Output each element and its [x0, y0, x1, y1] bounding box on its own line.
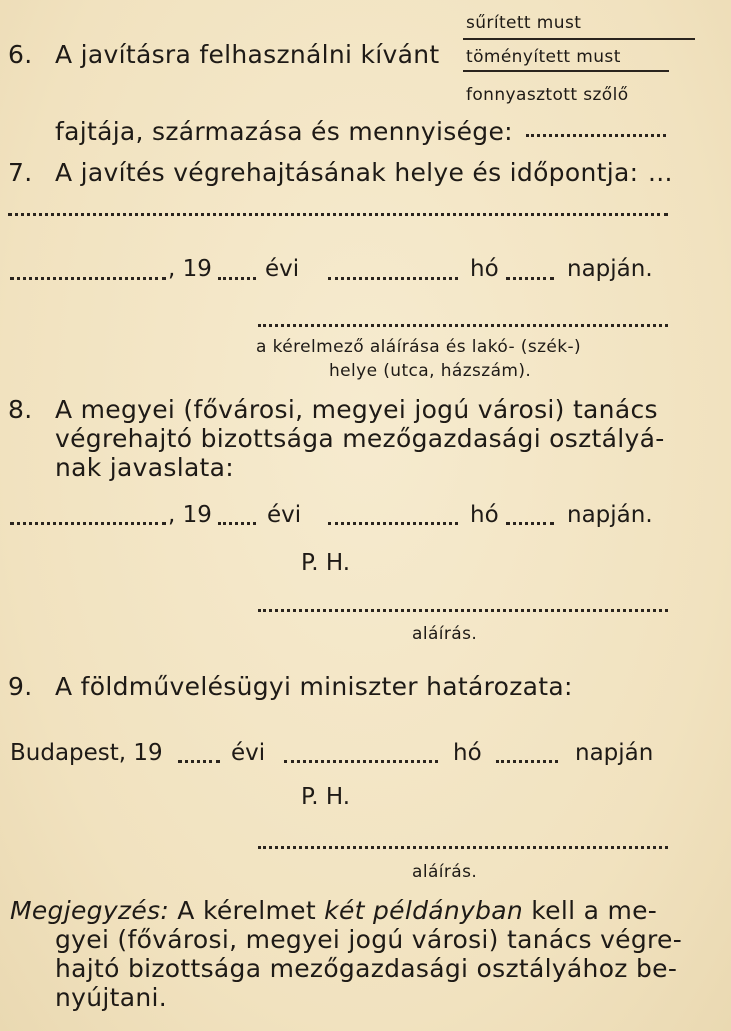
item6-continuation: fajtája, származása és mennyisége:: [55, 117, 513, 146]
item7-dots-tail: ...: [648, 158, 673, 187]
item9-signature-caption: aláírás.: [412, 862, 478, 882]
item9-signature-line: [258, 846, 668, 849]
option-rule-2: [463, 70, 669, 72]
item8-line1: A megyei (fővárosi, megyei jogú városi) tanács: [55, 395, 658, 424]
item7-month-line: [328, 277, 458, 280]
item8-ho: hó: [470, 502, 499, 528]
item7-ho: hó: [470, 256, 499, 282]
note-line2: gyei (fővárosi, megyei jogú városi) tanács végre-: [55, 925, 683, 954]
item7-signature-line: [258, 324, 668, 327]
item7-sig-caption-2: helye (utca, házszám).: [329, 361, 532, 381]
item8-signature-caption: aláírás.: [412, 624, 478, 644]
item7-fill-line-full: [8, 213, 668, 216]
item7-comma-19: , 19: [168, 256, 212, 282]
item9-number: 9.: [8, 672, 33, 701]
item8-year-line: [218, 522, 256, 525]
item7-number: 7.: [8, 158, 33, 187]
item6-fill-line: [526, 134, 666, 137]
item8-place-line: [10, 522, 166, 525]
item7-napjan: napján.: [567, 256, 653, 282]
item7-evi: évi: [265, 256, 300, 282]
item9-ph-stamp: P. H.: [301, 784, 351, 810]
item9-ho: hó: [453, 740, 482, 766]
option-fonnyasztott-szolo: fonnyasztott szőlő: [466, 85, 629, 105]
item8-line2: végrehajtó bizottsága mezőgazdasági osztályá-: [55, 424, 665, 453]
item8-comma-19: , 19: [168, 502, 212, 528]
item9-year-line: [178, 760, 220, 763]
item8-ph-stamp: P. H.: [301, 550, 351, 576]
item9-napjan: napján: [575, 740, 654, 766]
note-line3: hajtó bizottsága mezőgazdasági osztályához be-: [55, 954, 678, 983]
option-tomenyitett-must: töményített must: [466, 47, 621, 67]
item7-year-line: [218, 277, 256, 280]
item8-line3: nak javaslata:: [55, 453, 235, 482]
item9-text: A földművelésügyi miniszter határozata:: [55, 672, 573, 701]
item9-place: Budapest, 19: [10, 740, 163, 766]
item7-day-line: [506, 277, 554, 280]
item8-day-line: [506, 522, 554, 525]
option-surited-must: sűrített must: [466, 13, 582, 33]
item8-evi: évi: [267, 502, 302, 528]
item8-signature-line: [258, 609, 668, 612]
note-line4: nyújtani.: [55, 983, 167, 1012]
note-part1: A kérelmet: [169, 896, 325, 925]
item9-day-line: [496, 760, 558, 763]
item8-month-line: [328, 522, 458, 525]
item6-text: A javításra felhasználni kívánt: [55, 40, 440, 69]
note-emphasis: két példányban: [324, 896, 524, 925]
item8-napjan: napján.: [567, 502, 653, 528]
item7-sig-caption-1: a kérelmező aláírása és lakó- (szék-): [256, 337, 582, 357]
note-label: Megjegyzés:: [10, 896, 170, 925]
note-part2: kell a me-: [523, 896, 658, 925]
item9-evi: évi: [231, 740, 266, 766]
item7-text: A javítés végrehajtásának helye és időpontja:: [55, 158, 639, 187]
item6-number: 6.: [8, 40, 33, 69]
note-line1: [10, 896, 657, 925]
item8-number: 8.: [8, 395, 33, 424]
item9-month-line: [284, 760, 438, 763]
item7-place-line: [10, 277, 166, 280]
option-rule-1: [463, 38, 695, 40]
